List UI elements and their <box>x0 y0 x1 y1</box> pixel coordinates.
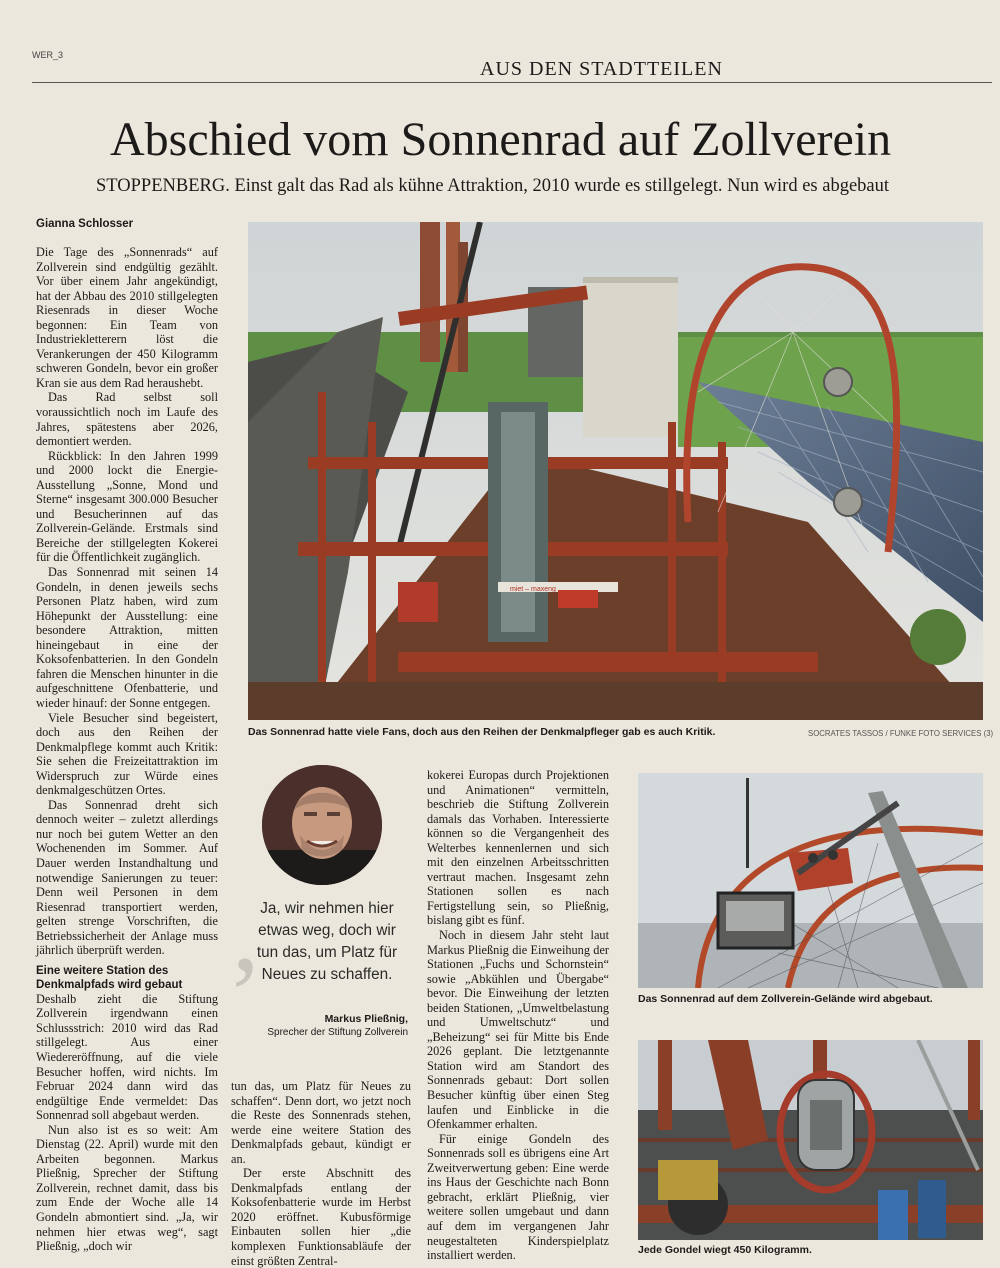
col1-paragraph: Viele Besucher sind begeistert, doch aus den Reihen der Denkmalpflege kommt auch Kritik: Sie sehen die Freizeitattraktion im Widerspruch zur Würde eines denkmalgeschützen Ortes. <box>36 710 218 798</box>
quote-mark: , <box>232 872 260 994</box>
col1-paragraph: Die Tage des „Sonnenrads“ auf Zollverein sind endgültig gezählt. Vor über einem Jahr angekündigt, hat der Abbau des 2010 stillgelegten Riesenrads in dieser Woche begonnen: Ein Team von Industriekletterern löst die Verankerungen der 450 Kilogramm schweren Gondeln, bevor ein großer Kran sie aus dem Rad heraushebt. <box>36 245 218 390</box>
subheading: Eine weitere Station des Denkmalpfads wird gebaut <box>36 964 183 991</box>
section-title: AUS DEN STADTTEILEN <box>480 58 723 80</box>
col1-paragraph: Nun also ist es so weit: Am Dienstag (22. April) wurde mit den Arbeiten begonnen. Markus Pließnig, Sprecher der Stiftung Zollverein, rechnet damit, dass bis zum Ende der Woche alle 14 Gondeln abmontiert sind. „Ja, wir nehmen hier etwas weg“, sagt Pließnig, „doch wir <box>36 1122 218 1254</box>
photo-wheel-dismantling <box>638 773 983 988</box>
col1-paragraph: Rückblick: In den Jahren 1999 und 2000 lockt die Energie-Ausstellung „Sonne, Mond und Sterne“ insgesamt 300.000 Besucher und Besucherinnen auf das Zollverein-Gelände. Erstmals sind Bereiche der stillgelegten Kokerei für die Öffentlichkeit zugänglich. <box>36 448 218 565</box>
quote-name: Markus Pließnig, <box>324 1013 408 1025</box>
column-3 <box>427 768 609 1263</box>
photo2-caption: Das Sonnenrad auf dem Zollverein-Gelände wird abgebaut. <box>638 993 933 1005</box>
col1-paragraph: Das Sonnenrad dreht sich dennoch weiter – zuletzt allerdings nur noch bei gutem Wetter an den Wochenenden im Sommer. Auf Dauer werden Instandhaltung und notwendige Sanierungen zu teuer: Denn weil Personen in dem Riesenrad transportiert werden, gelten strenge Vorschriften, die Betriebssicherheit der Anlage muss jährlich überprüft werden. <box>36 797 218 958</box>
column-1 <box>36 218 218 1254</box>
col2-paragraph: Der erste Abschnitt des Denkmalpfads entlang der Koksofenbatterie wurde im Herbst 2020 eröffnet. Kubusförmige Einbauten sollen hier „die komplexen Funktionsabläufe der einst größten Zentral- <box>231 1166 411 1268</box>
crane-label: miet – maxeng <box>510 586 556 593</box>
page-label: WER_3 <box>32 50 64 60</box>
col1-paragraph: Das Rad selbst soll voraussichtlich noch im Laufe des Jahres, spätestens aber 2026, demontiert werden. <box>36 390 218 449</box>
photo-gondola <box>638 1040 983 1240</box>
subheadline: STOPPENBERG. Einst galt das Rad als kühne Attraktion, 2010 wurde es stillgelegt. Nun wird es abgebaut <box>96 176 890 196</box>
col3-paragraph: Noch in diesem Jahr steht laut Markus Pließnig die Einweihung der Stationen „Fuchs und Schornstein“ sowie „Abkühlen und Übergabe“ bevor. Die Einweihung der letzten beiden Stationen, „Umweltbelastung und Umweltschutz“ und „Beheizung“ sei für Mitte bis Ende 2026 geplant. Die letztgenannte Station wird am Standort des Sonnenrads gebaut: Dort sollen Besucher künftig über einen Steg laufen und Einblicke in die Ofenkammer erhalten. <box>427 928 609 1132</box>
col3-paragraph: kokerei Europas durch Projektionen und Animationen“ vermitteln, beschrieb die Stiftung Zollverein damals das Vorhaben. Interessierte können so die Vergangenheit des Welterbes kennenlernen und sich mit den einzelnen Arbeitsschritten vertraut machen. Insgesamt zehn Stationen sollen es nach Fertigstellung sein, so Pließnig, bislang gibt es fünf. <box>427 768 609 928</box>
col1-paragraph: Deshalb zieht die Stiftung Zollverein irgendwann einen Schlussstrich: 2010 wird das Rad stillgelegt. Aus einer Wiedereröffnung, auf die viele Besucher hoffen, wird nichts. Im Februar 2024 dann wird das endgültige Ende vermeldet: Das Sonnenrad soll abgebaut werden. <box>36 991 218 1123</box>
photo-credit: SOCRATES TASSOS / FUNKE FOTO SERVICES (3) <box>808 729 994 738</box>
quote-role: Sprecher der Stiftung Zollverein <box>267 1027 408 1038</box>
main-photo <box>248 222 983 720</box>
pull-quote: Ja, wir nehmen hier etwas weg, doch wir tun das, um Platz für Neues zu schaffen. <box>256 900 398 983</box>
column-2 <box>231 1079 411 1268</box>
col2-paragraph: tun das, um Platz für Neues zu schaffen“. Denn dort, wo jetzt noch die Reste des Sonnenrads stehen, werde eine weitere Station des Denkmalpfads gebaut, kündigt er an. <box>231 1079 411 1166</box>
main-photo-caption: Das Sonnenrad hatte viele Fans, doch aus den Reihen der Denkmalpfleger gab es auch Kritik. <box>248 726 716 738</box>
portrait-photo <box>262 765 382 885</box>
headline: Abschied vom Sonnenrad auf Zollverein <box>110 113 892 166</box>
header-rule <box>32 82 992 83</box>
col3-paragraph: Für einige Gondeln des Sonnenrads soll es übrigens eine Art Zweitverwertung geben: Eine werde ins Haus der Geschichte nach Bonn gebracht, erklärt Pließnig, vier weitere sollen umgebaut und dann auf dem im vergangenen Jahr neugestalteten Kinderspielplatz installiert werden. <box>427 1131 609 1263</box>
photo3-caption: Jede Gondel wiegt 450 Kilogramm. <box>638 1244 812 1256</box>
author-byline: Gianna Schlosser <box>36 218 134 230</box>
col1-paragraph: Das Sonnenrad mit seinen 14 Gondeln, in denen jeweils sechs Personen Platz haben, wird zum Höhepunkt der Ausstellung: eine besondere Attraktion, mitten hineingebaut in eine der Koksofenbatterien. In den Gondeln fahren die Menschen hinunter in die aufgeschnittene Ofenbatterie, und wieder hinauf: der Sonne entgegen. <box>36 565 218 710</box>
